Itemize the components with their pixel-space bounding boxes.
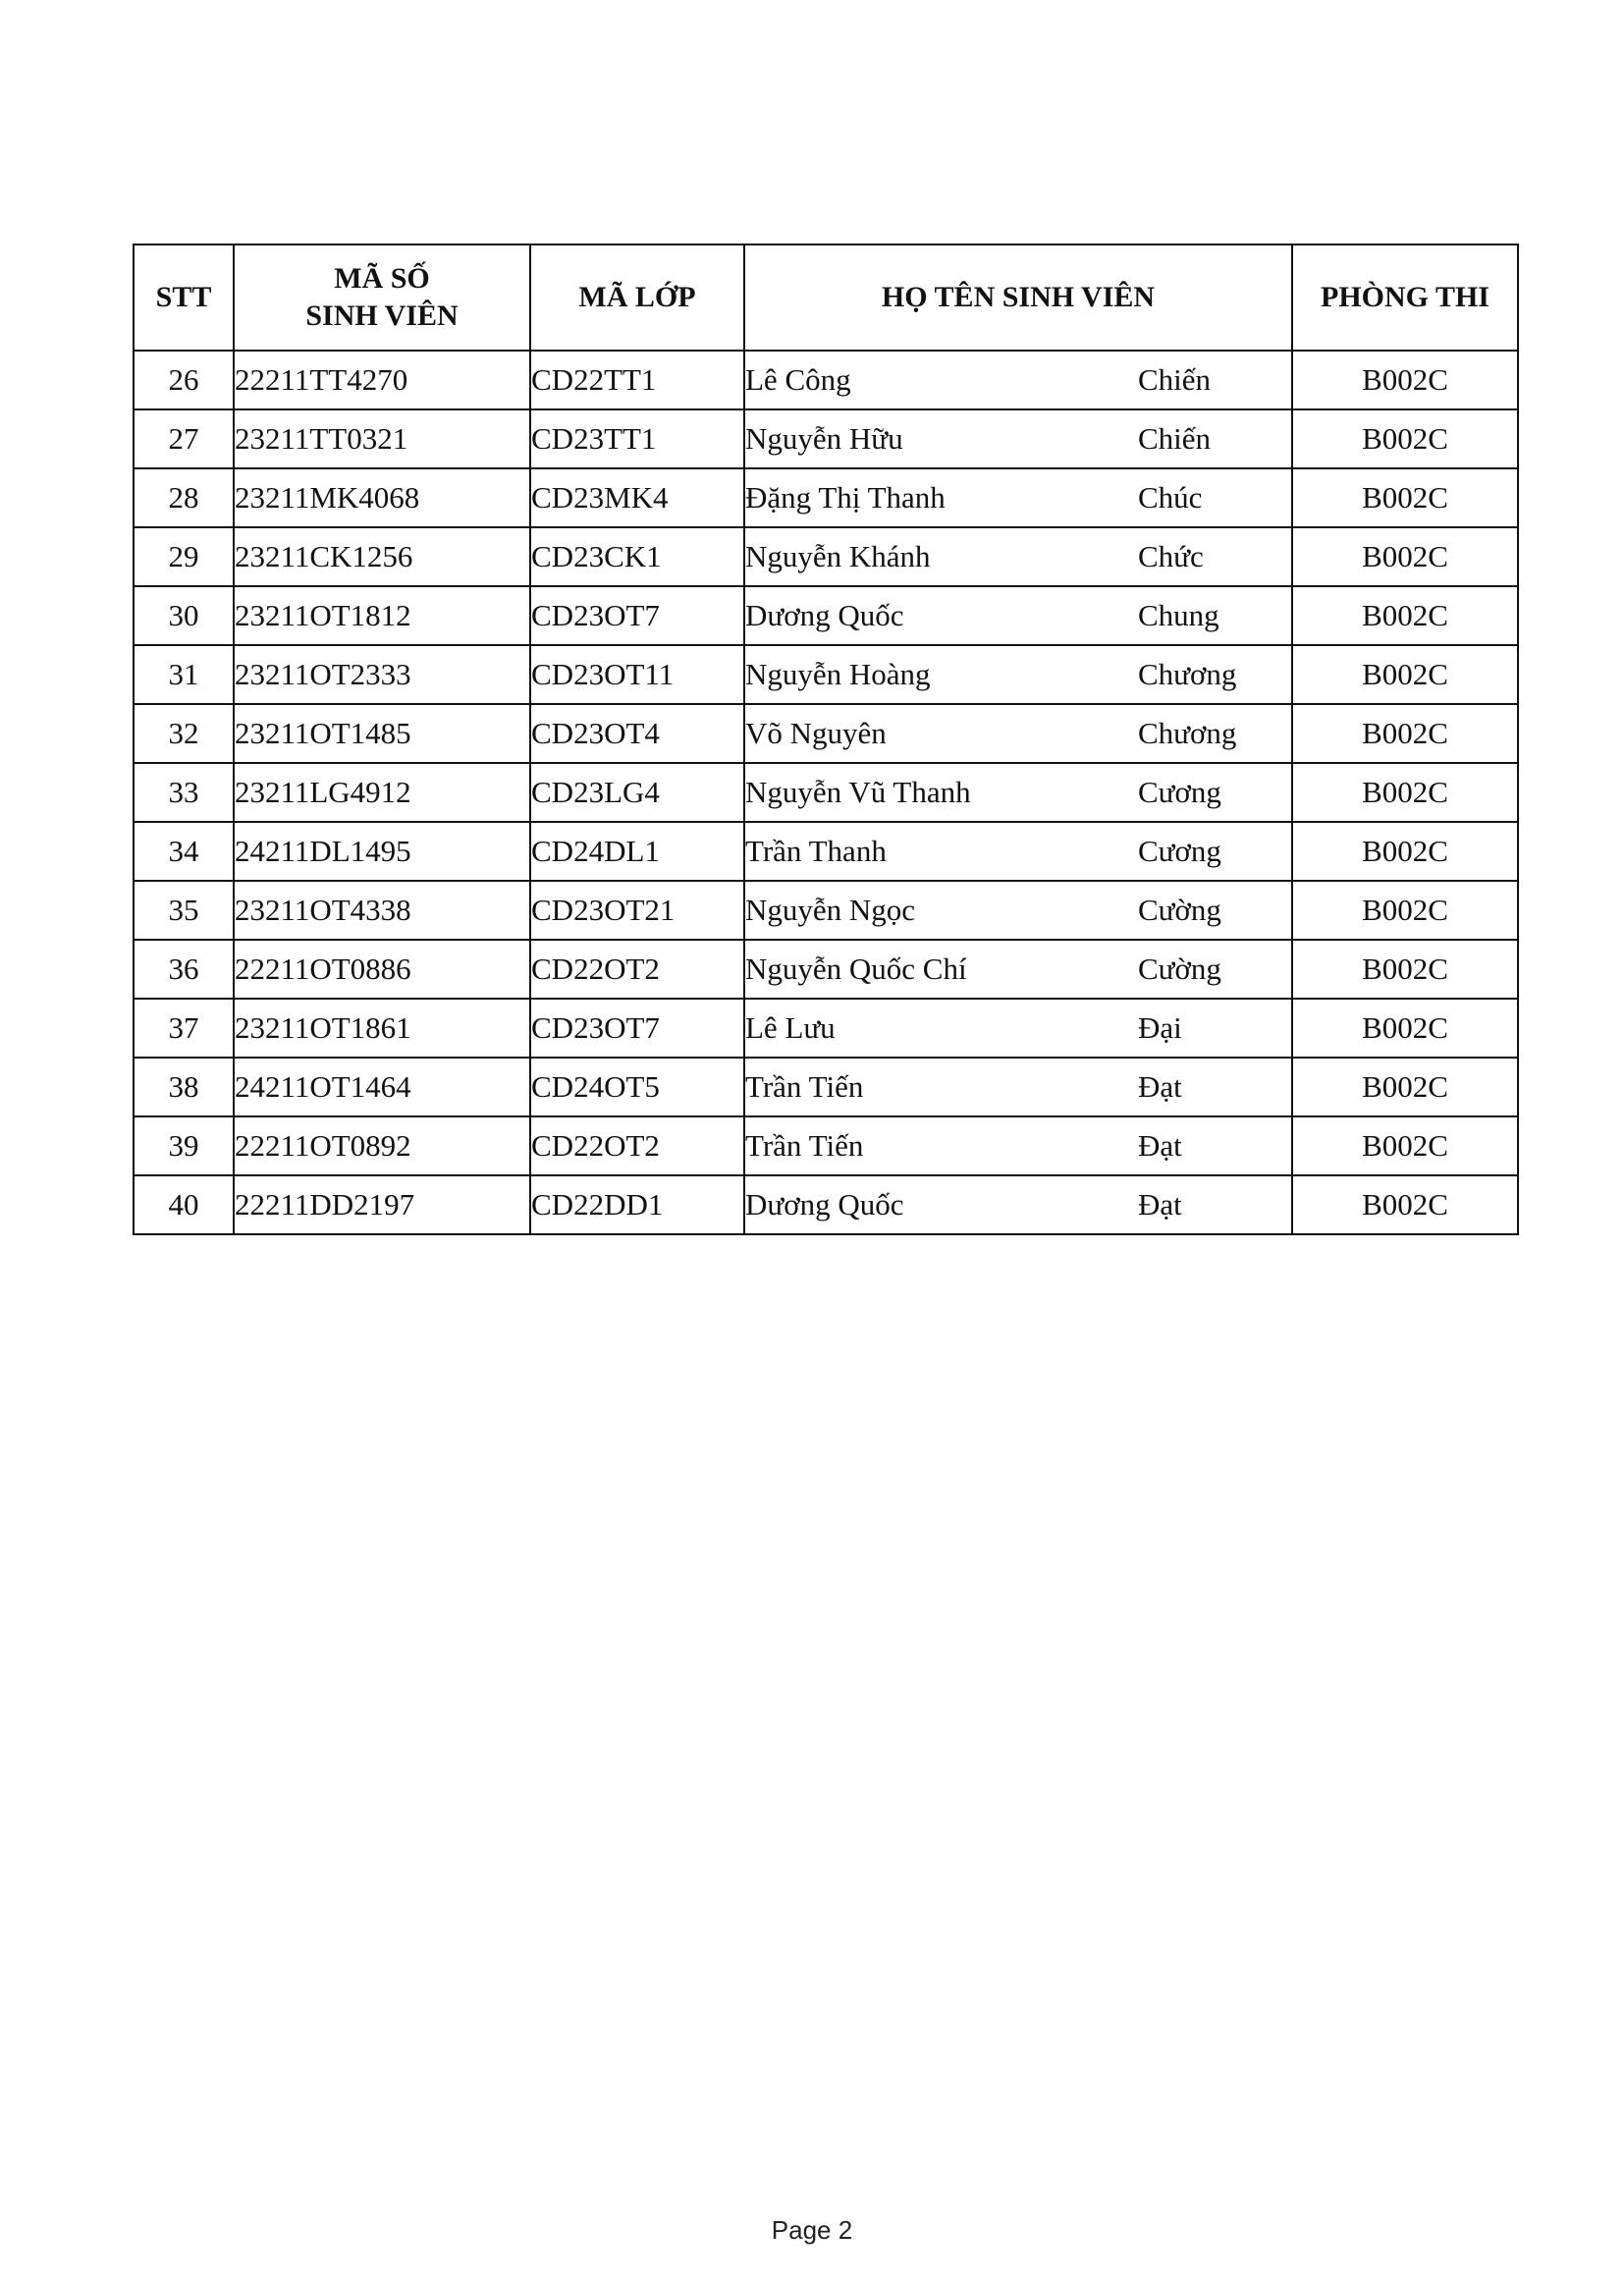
cell-exam-room: B002C (1292, 940, 1518, 999)
cell-exam-room: B002C (1292, 351, 1518, 409)
cell-stt: 37 (134, 999, 234, 1058)
cell-student-name (744, 704, 1292, 763)
cell-exam-room: B002C (1292, 822, 1518, 881)
cell-stt: 39 (134, 1116, 234, 1175)
table-row (134, 1175, 1518, 1234)
surname-text: Trần Tiến (745, 1128, 864, 1163)
table-row (134, 763, 1518, 822)
table-row (134, 881, 1518, 940)
cell-student-name (744, 527, 1292, 586)
surname-text: Nguyễn Quốc Chí (745, 951, 967, 986)
cell-exam-room: B002C (1292, 1175, 1518, 1234)
cell-class-code: CD23OT7 (530, 586, 744, 645)
cell-stt: 36 (134, 940, 234, 999)
header-student-id-line1: MÃ SỐ (334, 262, 430, 295)
cell-class-code: CD22OT2 (530, 1116, 744, 1175)
cell-exam-room: B002C (1292, 527, 1518, 586)
cell-stt: 27 (134, 409, 234, 468)
cell-stt: 32 (134, 704, 234, 763)
cell-class-code: CD23CK1 (530, 527, 744, 586)
cell-exam-room: B002C (1292, 468, 1518, 527)
page-number: Page 2 (771, 2215, 853, 2245)
cell-student-id: 23211OT4338 (234, 881, 530, 940)
cell-student-id: 22211TT4270 (234, 351, 530, 409)
cell-class-code: CD23LG4 (530, 763, 744, 822)
cell-class-code: CD23TT1 (530, 409, 744, 468)
cell-stt: 31 (134, 645, 234, 704)
cell-class-code: CD24DL1 (530, 822, 744, 881)
cell-stt: 35 (134, 881, 234, 940)
cell-student-id: 23211MK4068 (234, 468, 530, 527)
header-student-name: HỌ TÊN SINH VIÊN (744, 245, 1292, 351)
table-row (134, 999, 1518, 1058)
surname-text: Nguyễn Khánh (745, 539, 931, 573)
cell-student-name (744, 468, 1292, 527)
cell-exam-room: B002C (1292, 1116, 1518, 1175)
cell-student-name (744, 763, 1292, 822)
cell-student-name (744, 1058, 1292, 1116)
table-row (134, 645, 1518, 704)
table-body (134, 351, 1518, 1234)
given-name-text: Đạt (1138, 1069, 1182, 1104)
cell-student-name (744, 822, 1292, 881)
cell-stt: 34 (134, 822, 234, 881)
cell-exam-room: B002C (1292, 704, 1518, 763)
cell-student-name (744, 1116, 1292, 1175)
surname-text: Lê Lưu (745, 1010, 836, 1045)
surname-text: Nguyễn Hoàng (745, 657, 931, 691)
given-name-text: Đạt (1138, 1128, 1182, 1163)
table-row (134, 1058, 1518, 1116)
given-name-text: Đại (1138, 1010, 1182, 1045)
table-row (134, 822, 1518, 881)
cell-stt: 40 (134, 1175, 234, 1234)
header-student-id (234, 245, 530, 351)
cell-student-id: 23211TT0321 (234, 409, 530, 468)
table-row (134, 704, 1518, 763)
given-name-text: Chiến (1138, 421, 1212, 456)
surname-text: Nguyễn Ngọc (745, 893, 916, 927)
cell-student-id: 23211OT1812 (234, 586, 530, 645)
table-row (134, 1116, 1518, 1175)
surname-text: Dương Quốc (745, 1187, 904, 1222)
surname-text: Võ Nguyên (745, 716, 887, 750)
cell-student-name (744, 940, 1292, 999)
cell-exam-room: B002C (1292, 1058, 1518, 1116)
cell-exam-room: B002C (1292, 645, 1518, 704)
cell-class-code: CD23MK4 (530, 468, 744, 527)
cell-class-code: CD23OT21 (530, 881, 744, 940)
cell-student-id: 23211OT1485 (234, 704, 530, 763)
table-row (134, 940, 1518, 999)
cell-exam-room: B002C (1292, 881, 1518, 940)
table-header-row (134, 245, 1518, 351)
cell-class-code: CD23OT4 (530, 704, 744, 763)
cell-class-code: CD22DD1 (530, 1175, 744, 1234)
cell-student-id: 24211OT1464 (234, 1058, 530, 1116)
given-name-text: Cương (1138, 834, 1221, 868)
cell-student-id: 23211OT2333 (234, 645, 530, 704)
surname-text: Dương Quốc (745, 598, 904, 632)
cell-class-code: CD23OT11 (530, 645, 744, 704)
cell-student-id: 23211CK1256 (234, 527, 530, 586)
given-name-text: Cương (1138, 775, 1221, 809)
header-stt: STT (134, 245, 234, 351)
given-name-text: Chức (1138, 539, 1204, 573)
table-row (134, 586, 1518, 645)
cell-student-name (744, 1175, 1292, 1234)
given-name-text: Cường (1138, 893, 1221, 927)
cell-class-code: CD22TT1 (530, 351, 744, 409)
cell-student-name (744, 645, 1292, 704)
surname-text: Nguyễn Hữu (745, 421, 903, 456)
cell-student-id: 23211OT1861 (234, 999, 530, 1058)
cell-student-id: 23211LG4912 (234, 763, 530, 822)
cell-student-id: 24211DL1495 (234, 822, 530, 881)
header-exam-room: PHÒNG THI (1292, 245, 1518, 351)
cell-student-id: 22211DD2197 (234, 1175, 530, 1234)
cell-student-name (744, 586, 1292, 645)
cell-class-code: CD24OT5 (530, 1058, 744, 1116)
table-row (134, 351, 1518, 409)
cell-student-id: 22211OT0886 (234, 940, 530, 999)
cell-class-code: CD23OT7 (530, 999, 744, 1058)
cell-stt: 26 (134, 351, 234, 409)
cell-exam-room: B002C (1292, 999, 1518, 1058)
cell-stt: 38 (134, 1058, 234, 1116)
cell-stt: 33 (134, 763, 234, 822)
cell-exam-room: B002C (1292, 586, 1518, 645)
given-name-text: Chiến (1138, 362, 1212, 397)
cell-stt: 29 (134, 527, 234, 586)
cell-student-name (744, 409, 1292, 468)
given-name-text: Chương (1138, 657, 1237, 691)
given-name-text: Chung (1138, 598, 1219, 632)
surname-text: Nguyễn Vũ Thanh (745, 775, 971, 809)
given-name-text: Chúc (1138, 480, 1203, 515)
surname-text: Lê Công (745, 362, 851, 397)
cell-student-name (744, 881, 1292, 940)
header-class-code: MÃ LỚP (530, 245, 744, 351)
given-name-text: Đạt (1138, 1187, 1182, 1222)
header-student-id-line2: SINH VIÊN (305, 299, 459, 332)
surname-text: Đặng Thị Thanh (745, 480, 946, 515)
table-row (134, 409, 1518, 468)
cell-stt: 30 (134, 586, 234, 645)
cell-exam-room: B002C (1292, 763, 1518, 822)
cell-exam-room: B002C (1292, 409, 1518, 468)
given-name-text: Chương (1138, 716, 1237, 750)
surname-text: Trần Thanh (745, 834, 887, 868)
cell-class-code: CD22OT2 (530, 940, 744, 999)
cell-stt: 28 (134, 468, 234, 527)
table-row (134, 468, 1518, 527)
given-name-text: Cường (1138, 951, 1221, 986)
surname-text: Trần Tiến (745, 1069, 864, 1104)
cell-student-id: 22211OT0892 (234, 1116, 530, 1175)
cell-student-name (744, 999, 1292, 1058)
student-roster-table (133, 244, 1519, 1235)
table-row (134, 527, 1518, 586)
cell-student-name (744, 351, 1292, 409)
